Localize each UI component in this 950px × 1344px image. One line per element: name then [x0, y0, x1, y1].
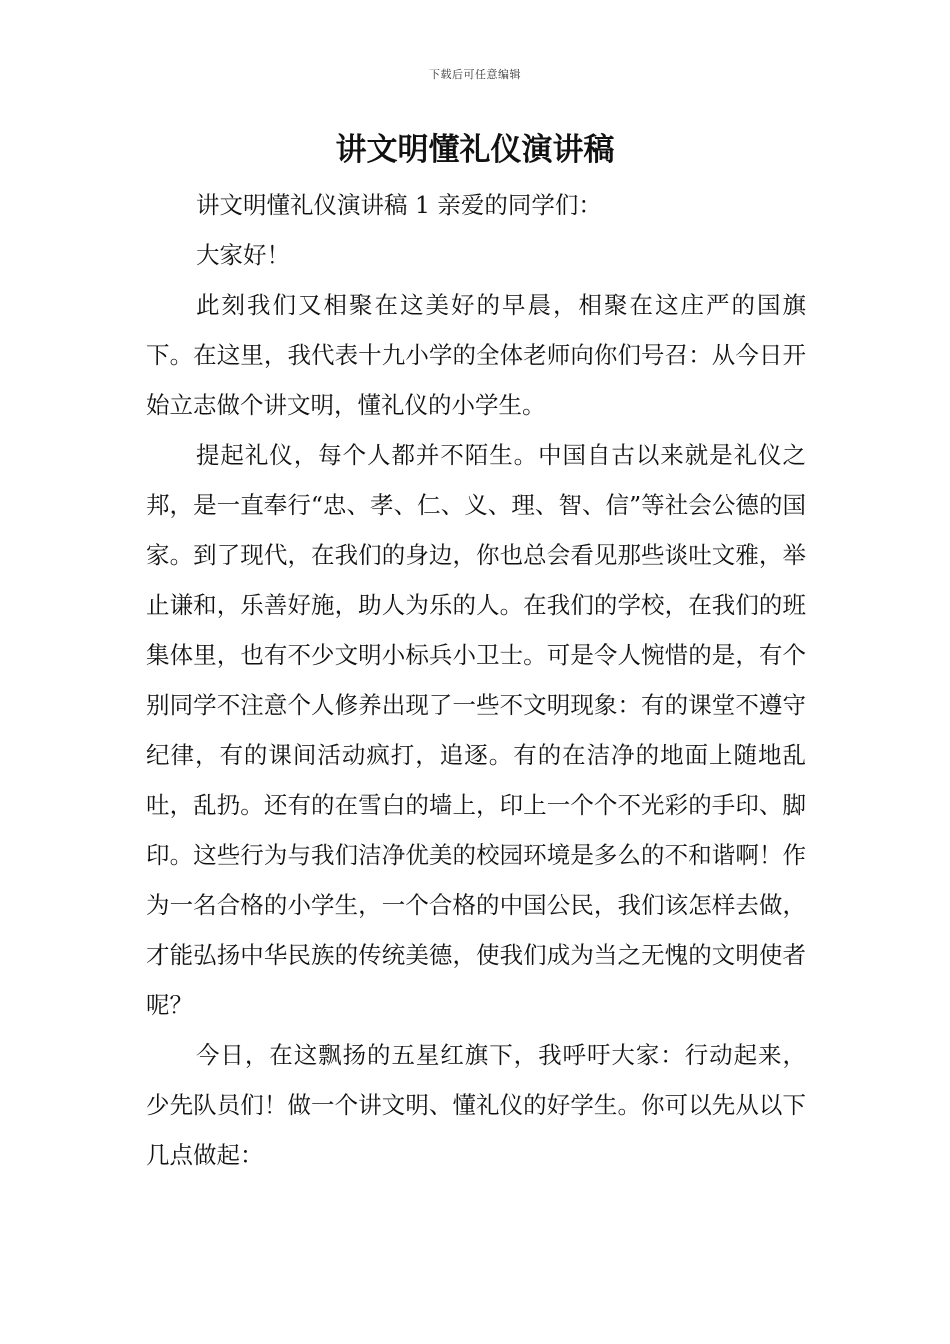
body-text	[146, 180, 806, 1180]
paragraph-etiquette: 提起礼仪，每个人都并不陌生。中国自古以来就是礼仪之邦，是一直奉行“忠、孝、仁、义、理、智、信”等社会公德的国家。到了现代，在我们的身边，你也总会看见那些谈吐文雅，举止谦和，乐善好施，助人为乐的人。在我们的学校，在我们的班集体里，也有不少文明小标兵小卫士。可是令人惋惜的是，有个别同学不注意个人修养出现了一些不文明现象：有的课堂不遵守纪律，有的课间活动疯打，追逐。有的在洁净的地面上随地乱吐，乱扔。还有的在雪白的墙上，印上一个个不光彩的手印、脚印。这些行为与我们洁净优美的校园环境是多么的不和谐啊！作为一名合格的小学生，一个合格的中国公民，我们该怎样去做，才能弘扬中华民族的传统美德，使我们成为当之无愧的文明使者呢？	[146, 441, 806, 1019]
paragraph-greeting: 大家好！	[196, 241, 290, 269]
header-note: 下载后可任意编辑	[429, 68, 521, 81]
paragraph-intro: 讲文明懂礼仪演讲稿 1 亲爱的同学们：	[196, 191, 602, 219]
paragraph-call-to-action: 今日，在这飘扬的五星红旗下，我呼吁大家：行动起来，少先队员们！做一个讲文明、懂礼仪的好学生。你可以先从以下几点做起：	[146, 1041, 806, 1169]
paragraph-opening: 此刻我们又相聚在这美好的早晨，相聚在这庄严的国旗下。在这里，我代表十九小学的全体老师向你们号召：从今日开始立志做个讲文明，懂礼仪的小学生。	[146, 291, 806, 419]
page-title: 讲文明懂礼仪演讲稿	[335, 132, 615, 168]
